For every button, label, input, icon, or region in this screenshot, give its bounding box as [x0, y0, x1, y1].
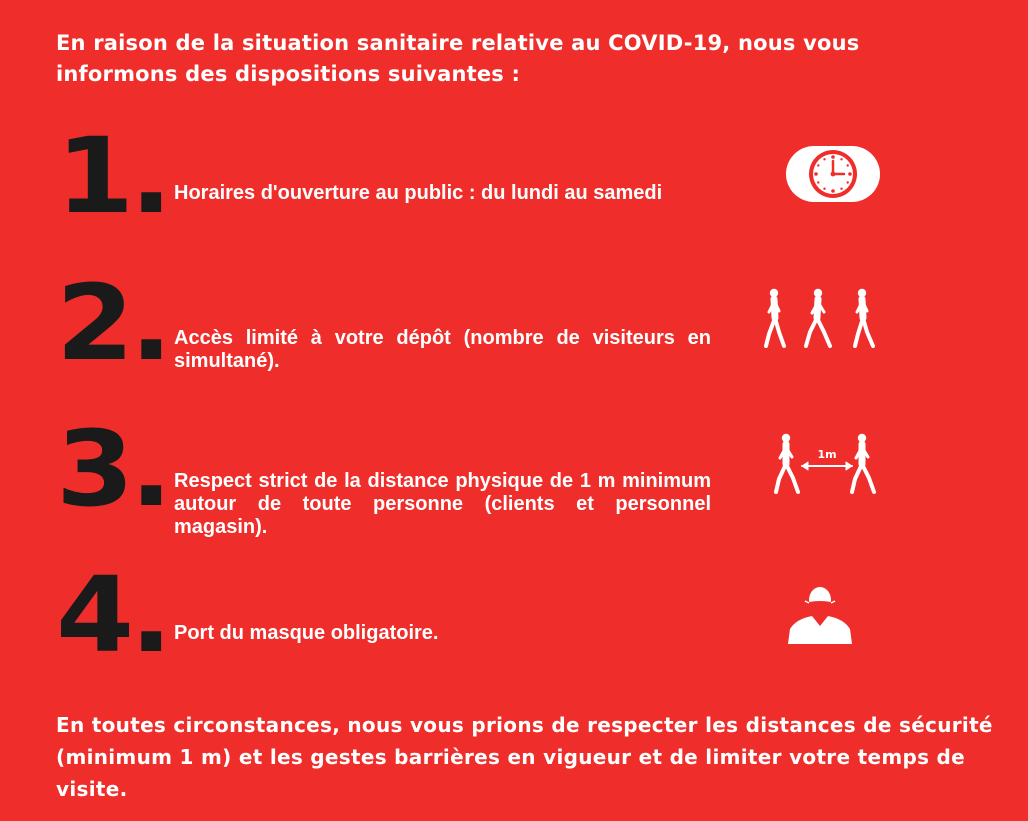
clock-icon	[786, 146, 880, 202]
outro-text: En toutes circonstances, nous vous prions de respecter les distances de sécurité (minimum 1 m) et les gestes barrières en vigueur et de limiter votre temps de visite.	[56, 713, 993, 801]
distance-label: 1m	[817, 448, 837, 461]
walking-people-icon	[760, 288, 884, 350]
intro-text: En raison de la situation sanitaire relative au COVID-19, nous vous informons des dispositions suivantes :	[56, 31, 860, 86]
mask-icon	[788, 584, 852, 644]
distance-icon	[772, 432, 884, 496]
rule-number-3: 3.	[56, 408, 169, 530]
rule-text-3: Respect strict de la distance physique de 1 m minimum autour de toute personne (clients et personnel magasin).	[174, 470, 711, 538]
rule-text-4: Port du masque obligatoire.	[174, 622, 439, 644]
rule-number-2: 2.	[56, 262, 169, 384]
rule-text-2: Accès limité à votre dépôt (nombre de visiteurs en simultané).	[174, 327, 711, 372]
rule-number-4: 4.	[56, 554, 169, 676]
rule-text-1: Horaires d'ouverture au public : du lundi au samedi	[174, 182, 663, 204]
rule-number-1: 1.	[56, 115, 169, 237]
